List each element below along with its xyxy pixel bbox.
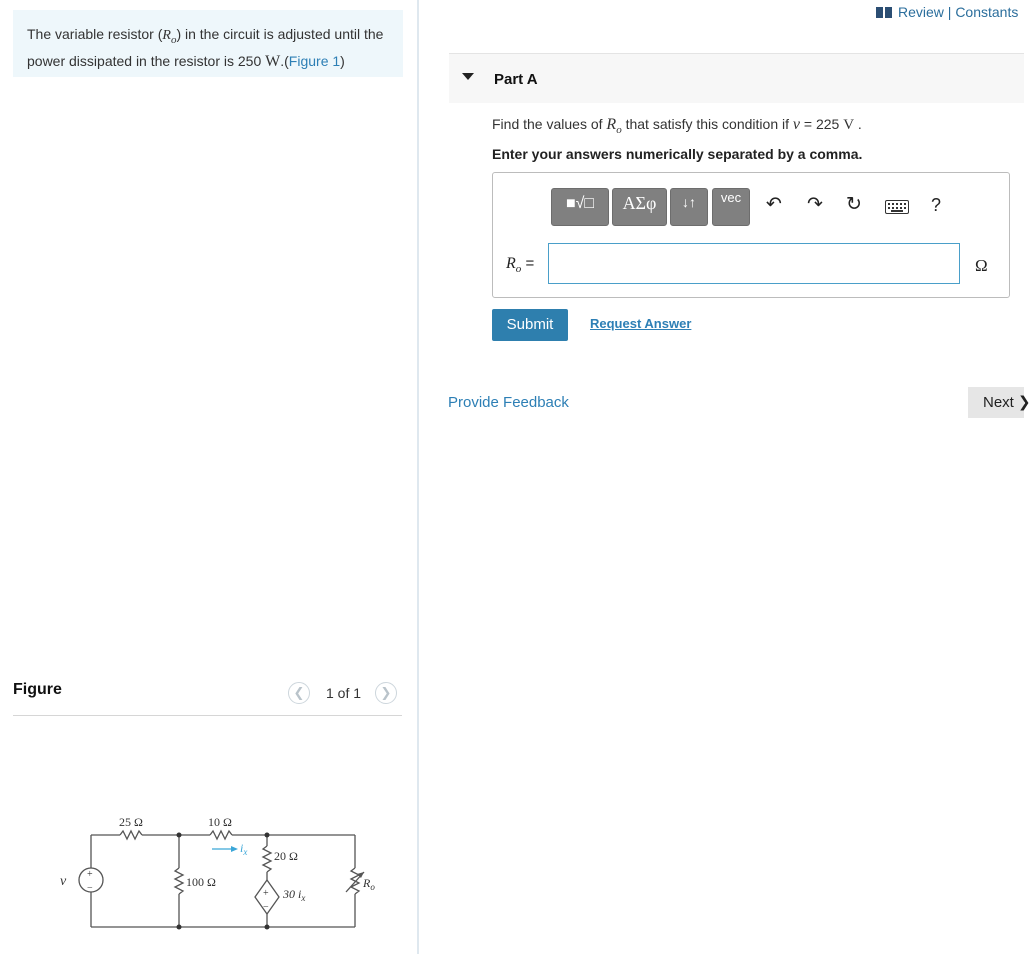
provide-feedback-link[interactable]: Provide Feedback <box>448 394 569 411</box>
instruction-text: Enter your answers numerically separated by a comma. <box>492 146 863 162</box>
redo-icon[interactable]: ↷ <box>807 194 823 215</box>
templates-button[interactable]: ■√□ <box>551 188 609 226</box>
source-minus: − <box>87 883 93 894</box>
book-icon <box>876 7 892 18</box>
label-current: $i_x$ <box>240 841 248 857</box>
next-button[interactable]: Next ❯ <box>968 387 1024 418</box>
label-10-ohm: 10 Ω <box>208 815 232 829</box>
chevron-right-icon[interactable]: ❯ <box>375 682 397 704</box>
reset-icon[interactable]: ↻ <box>846 194 862 215</box>
problem-statement <box>13 10 403 77</box>
question-unit: V <box>843 117 855 133</box>
vec-button[interactable]: vec <box>712 188 750 226</box>
label-20-ohm: 20 Ω <box>274 849 298 863</box>
dep-minus: − <box>263 902 269 913</box>
help-button[interactable]: ? <box>931 195 942 215</box>
question-suffix: . <box>854 116 862 132</box>
answer-unit: Ω <box>975 256 988 275</box>
answer-label <box>506 255 534 275</box>
triangle-down-icon[interactable] <box>462 73 474 80</box>
figure-pager-count: 1 of 1 <box>326 685 362 701</box>
label-source-v: v <box>60 874 67 889</box>
problem-unit: W <box>265 52 281 70</box>
greek-symbols-button[interactable]: ΑΣφ <box>612 188 667 226</box>
question-v: v <box>792 116 800 133</box>
figure-title: Figure <box>13 681 62 698</box>
problem-period: .( <box>280 52 289 69</box>
request-answer-link[interactable]: Request Answer <box>590 316 692 331</box>
arrows-button[interactable]: ↓↑ <box>670 188 708 226</box>
question-prefix: Find the values of <box>492 116 607 132</box>
dep-plus: + <box>263 888 269 899</box>
submit-button[interactable]: Submit <box>492 309 568 341</box>
label-100-ohm: 100 Ω <box>186 875 216 889</box>
label-25-ohm: 25 Ω <box>119 815 143 829</box>
circuit-diagram <box>30 810 375 935</box>
problem-text-before: The variable resistor ( <box>27 26 163 42</box>
figure-link[interactable]: Figure 1 <box>288 52 341 69</box>
problem-text-middle: ) in the circuit is adjusted until the power dissipated in the resistor is 250 <box>27 26 384 69</box>
review-constants-link[interactable] <box>876 4 1018 20</box>
keyboard-icon[interactable] <box>885 200 909 214</box>
question-middle: that satisfy this condition if <box>621 116 793 132</box>
label-dep-source: 30 $i_x$ <box>283 887 306 903</box>
answer-label-eq: = <box>521 255 535 272</box>
answer-input[interactable] <box>548 243 960 284</box>
question-var-sub: o <box>616 123 622 136</box>
part-a-header[interactable] <box>449 53 1024 103</box>
review-constants-text[interactable]: Review | Constants <box>898 4 1019 20</box>
left-pane <box>0 0 418 954</box>
part-title[interactable]: Part A <box>494 71 538 88</box>
question-var: R <box>606 116 617 133</box>
problem-symbol-sub: o <box>170 33 177 46</box>
answer-label-sub: o <box>515 263 522 275</box>
source-plus: + <box>87 869 93 880</box>
answer-label-var: R <box>506 255 516 272</box>
pane-divider[interactable] <box>417 0 419 954</box>
problem-symbol: R <box>162 28 171 43</box>
figure-header <box>13 681 402 716</box>
problem-close-paren: ) <box>340 52 345 69</box>
undo-icon[interactable]: ↶ <box>766 194 782 215</box>
question-text <box>492 116 862 136</box>
label-ro: $R_o$ <box>363 876 375 892</box>
question-equals: = 225 <box>800 116 844 132</box>
chevron-left-icon[interactable]: ❮ <box>288 682 310 704</box>
